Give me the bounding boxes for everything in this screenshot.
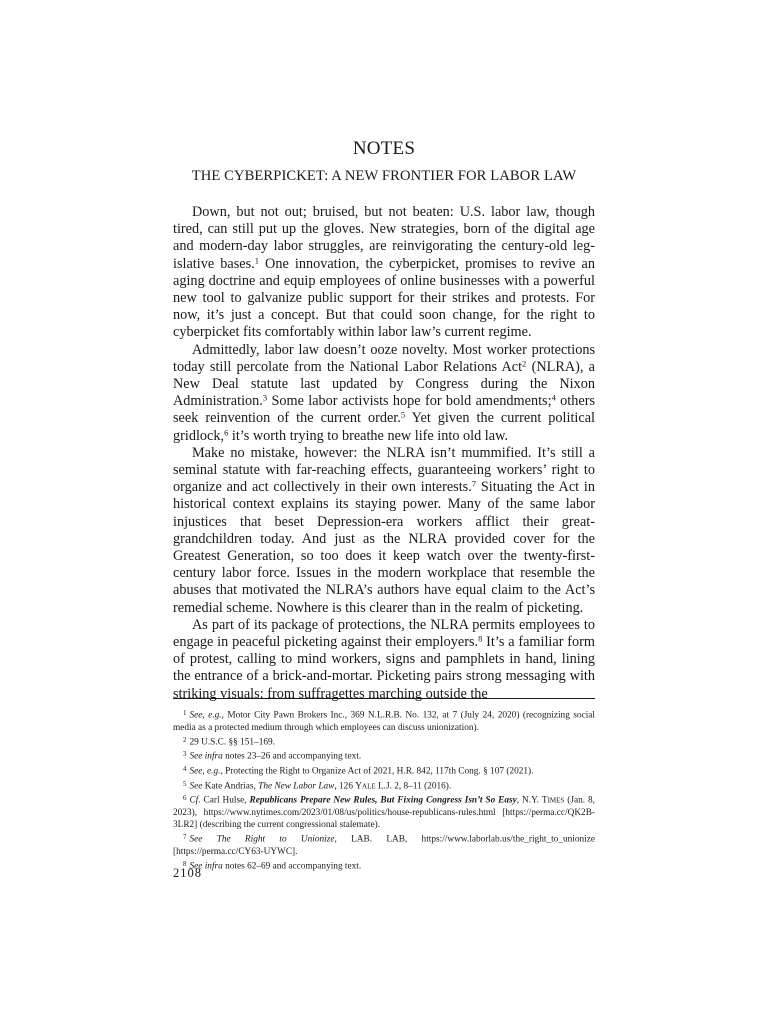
- text-run: Yet given the current political gridlock,: [173, 410, 595, 444]
- footnote-text: See: [189, 781, 203, 792]
- footnote-text: See infra: [189, 861, 223, 872]
- page-number: 2108: [173, 866, 202, 880]
- footnote-number: 6: [183, 794, 187, 803]
- section-heading: NOTES: [352, 138, 416, 159]
- text-run: Situating the Act in historical context explains its staying power. Many of the same labor injustices that beset Depression-era workers afflict their great-grandchildren today. And just as the NLRA provided cover for the Greatest Generation, so too does it keep watch over the twenty-first-century labor force. Issues in the modern workplace that resemble the abuses that motivated the NLRA’s authors have equal claim to the Act’s remedial scheme. Nowhere is this clearer than in the realm of picketing.: [173, 479, 595, 616]
- text-run: Down, but not out; bruised, but not beaten: U.S. labor law, though tired, can still put up the gloves. New strategies, born of the digital age and modern-day labor struggles, are reinvigorating the century-old legislative bases.: [173, 204, 595, 272]
- footnote-text: L.J. 2, 8–11 (2016).: [375, 781, 452, 792]
- footnote: [173, 831, 595, 858]
- footnote-text: , N.Y.: [516, 795, 542, 806]
- footnote-text: , LAB. LAB, https://www.laborlab.us/the_right_to_unionize [https://perma.cc/CY63-UYWC].: [173, 834, 595, 858]
- footnote-ref: 2: [522, 358, 527, 369]
- footnote-text: Carl Hulse,: [200, 795, 250, 806]
- text-run: (NLRA), a New Deal statute last updated by Congress during the Nixon Administration.: [173, 358, 595, 410]
- footnote-ref: 6: [224, 427, 229, 438]
- footnote-text: See, e.g.: [189, 710, 222, 721]
- footnote-ref: 4: [551, 392, 556, 403]
- text-run: it’s worth trying to breathe new life into old law.: [228, 427, 509, 444]
- footnote-text: , 126: [334, 781, 356, 792]
- footnote-text: See, e.g.: [189, 766, 221, 777]
- footnote-ref: 8: [478, 633, 483, 644]
- footnote-text: Yale: [355, 781, 376, 792]
- footnote-number: 2: [183, 735, 187, 744]
- footnote: [173, 734, 595, 749]
- footnote-number: 3: [183, 750, 187, 759]
- footnote: [173, 778, 595, 793]
- text-run: It’s a familiar form of protest, calling to mind workers, signs and pamphlets in hand, lining the entrance of a brick-and-mortar. Picketing pairs strong messaging with striking visuals: from suffragettes marching outside the: [173, 634, 595, 702]
- text-run: others seek reinvention of the current order.: [173, 393, 596, 427]
- footnote-number: 1: [183, 709, 187, 717]
- footnote-number: 4: [183, 765, 187, 774]
- footnote-number: 8: [183, 860, 187, 869]
- footnote-text: , Protecting the Right to Organize Act of 2021, H.R. 842, 117th Cong. § 107 (2021).: [220, 766, 534, 777]
- footnote-text: See The Right to Unionize: [189, 834, 335, 845]
- footnote-number: 5: [183, 779, 187, 788]
- footnote-text: , Motor City Pawn Brokers Inc., 369 N.L.R.B. No. 132, at 7 (July 24, 2020) (recognizing social media as a protected medium through which employees can discuss unionization).: [173, 710, 595, 733]
- footnote: [173, 858, 595, 873]
- footnote-text: Times: [541, 795, 565, 806]
- paragraph: [173, 342, 595, 445]
- footnotes: [173, 707, 595, 873]
- footnote-text: (Jan. 8, 2023), https://www.nytimes.com/2023/01/08/us/politics/house-republicans-rules.html [https://perma.cc/QK2B-3LR2] (describing the current congressional stalemate).: [173, 795, 595, 831]
- paragraph: [173, 445, 595, 617]
- footnote-text: notes 62–69 and accompanying text.: [222, 861, 362, 872]
- footnote-text: Kate Andrias,: [202, 781, 259, 792]
- footnote-ref: 7: [471, 478, 477, 489]
- footnote-ref: 3: [262, 392, 268, 403]
- article-title: THE CYBERPICKET: A NEW FRONTIER FOR LABOR LAW: [191, 168, 577, 184]
- footnote-text: The New Labor Law: [258, 781, 335, 792]
- footnote-text: Republicans Prepare New Rules, But Fixing Congress Isn’t So Easy: [249, 795, 517, 806]
- footnote-number: 7: [183, 833, 187, 842]
- footnote: [173, 748, 595, 763]
- text-run: One innovation, the cyberpicket, promises to revive an aging doctrine and equip employees of online businesses with a powerful new tool to galvanize public support for their strikes and protests. For now, it’s just a concept. But that could soon change, for the right to cyberpicket fits comfortably within labor law’s current regime.: [173, 255, 595, 341]
- footnote-text: 29 U.S.C. §§ 151–169.: [189, 737, 275, 748]
- text-run: As part of its package of protections, the NLRA permits employees to engage in peaceful picketing against their employers.: [173, 616, 595, 651]
- document-page: [173, 0, 595, 1024]
- text-run: Some labor activists hope for bold amendments;: [267, 393, 552, 410]
- footnote: [173, 763, 595, 778]
- footnote-divider: [173, 698, 595, 699]
- body-text: [173, 204, 595, 703]
- paragraph: [173, 204, 595, 342]
- footnote: [173, 792, 595, 831]
- text-run: Admittedly, labor law doesn’t ooze novelty. Most worker protections today still percolate from the National Labor Relations Act: [173, 341, 595, 375]
- text-run: Make no mistake, however: the NLRA isn’t mummified. It’s still a seminal statute with far-reaching effects, guaranteeing workers’ right to organize and act collectively in their own interests.: [173, 444, 595, 496]
- footnote-ref: 1: [254, 255, 259, 266]
- footnote: [173, 707, 595, 734]
- footnote-ref: 5: [400, 410, 406, 421]
- footnote-text: Cf.: [189, 795, 201, 806]
- paragraph: [173, 617, 595, 703]
- footnote-text: See infra: [189, 751, 223, 762]
- footnote-text: notes 23–26 and accompanying text.: [222, 751, 362, 762]
